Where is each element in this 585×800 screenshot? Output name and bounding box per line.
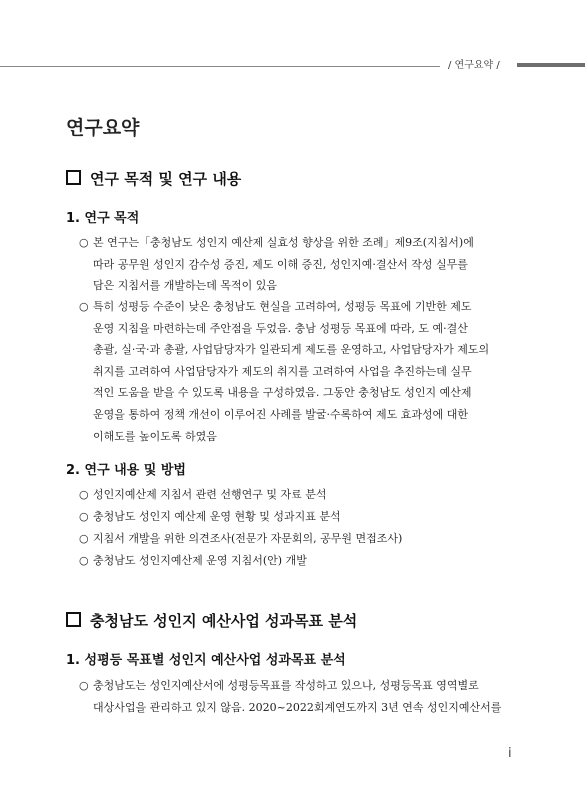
header-rule-left xyxy=(0,66,440,67)
bullet-item xyxy=(79,550,519,572)
bullet-text xyxy=(93,675,519,718)
circle-bullet-icon: ○ xyxy=(79,488,89,501)
circle-bullet-icon: ○ xyxy=(79,300,89,313)
section-heading-text: 연구 목적 및 연구 내용 xyxy=(90,170,242,188)
bullet-text xyxy=(93,484,519,506)
text-line: 충청남도 성인지예산제 운영 지침서(안) 개발 xyxy=(93,554,307,567)
circle-bullet-icon: ○ xyxy=(79,679,89,692)
text-line: 대상사업을 관리하고 있지 않음. 2020~2022회계연도까지 3년 연속 성인지예산서를 xyxy=(93,700,502,714)
subheading-goal-analysis: 1. 성평등 목표별 성인지 예산사업 성과목표 분석 xyxy=(66,653,346,668)
text-line: 지침서 개발을 위한 의견조사(전문가 자문회의, 공무원 면접조사) xyxy=(93,532,403,545)
bullet-item xyxy=(79,528,519,550)
text-line: 충청남도는 성인지예산서에 성평등목표를 작성하고 있으나, 성평등목표 영역별로 xyxy=(93,679,479,692)
text-line: 취지를 고려하여 사업담당자가 제도의 취지를 고려하여 사업을 추진하는데 실무 xyxy=(93,364,472,378)
page-number: i xyxy=(508,746,512,761)
text-line: 담은 지침서를 개발하는데 목적이 있음 xyxy=(93,279,278,293)
text-line: 성인지예산제 지침서 관련 선행연구 및 자료 분석 xyxy=(93,488,327,501)
text-line: 이해도를 높이도록 하였음 xyxy=(93,429,217,443)
circle-bullet-icon: ○ xyxy=(79,510,89,523)
bullet-item xyxy=(79,484,519,506)
header-rule-right xyxy=(517,63,585,67)
section-heading-performance-analysis xyxy=(66,610,357,631)
circle-bullet-icon: ○ xyxy=(79,532,89,545)
bullet-item xyxy=(79,506,519,528)
bullet-text xyxy=(93,528,519,550)
subheading-research-purpose: 1. 연구 목적 xyxy=(66,211,140,226)
bullet-text xyxy=(93,506,519,528)
text-line: 운영을 통하여 정책 개선이 이루어진 사례를 발굴·수록하여 제도 효과성에 대한 xyxy=(93,407,468,421)
section-heading-research-purpose xyxy=(66,168,241,189)
circle-bullet-icon: ○ xyxy=(79,554,89,567)
bullet-text xyxy=(93,296,519,447)
text-line: 적인 도움을 받을 수 있도록 내용을 구성하였음. 그동안 충청남도 성인지 예산제 xyxy=(93,386,472,400)
page-title: 연구요약 xyxy=(66,117,140,139)
bullet-text xyxy=(93,232,519,297)
text-line: 충청남도 성인지 예산제 운영 현황 및 성과지표 분석 xyxy=(93,510,341,523)
checkbox-square-icon xyxy=(66,612,81,627)
text-line: 총괄, 실·국·과 총괄, 사업담당자가 일관되게 제도를 운영하고, 사업담당자가 제도의 xyxy=(93,343,490,357)
checkbox-square-icon xyxy=(66,170,81,185)
text-line: 따라 공무원 성인지 감수성 증진, 제도 이해 증진, 성인지예·결산서 작성 실무를 xyxy=(93,257,468,271)
circle-bullet-icon: ○ xyxy=(79,236,89,249)
text-line: 운영 지침을 마련하는데 주안점을 두었음. 충남 성평등 목표에 따라, 도 예·결산 xyxy=(93,321,468,335)
text-line: 특히 성평등 수준이 낮은 충청남도 현실을 고려하여, 성평등 목표에 기반한 제도 xyxy=(93,300,472,313)
text-line: 본 연구는「충청남도 성인지 예산제 실효성 향상을 위한 조례」제9조(지침서)에 xyxy=(93,236,474,249)
bullet-item xyxy=(79,232,519,297)
subheading-research-content-method: 2. 연구 내용 및 방법 xyxy=(66,463,186,478)
running-header-title: / 연구요약 / xyxy=(448,60,500,71)
bullet-item xyxy=(79,296,519,447)
bullet-text xyxy=(93,550,519,572)
bullet-item xyxy=(79,675,519,718)
section-heading-text: 충청남도 성인지 예산사업 성과목표 분석 xyxy=(90,612,358,630)
